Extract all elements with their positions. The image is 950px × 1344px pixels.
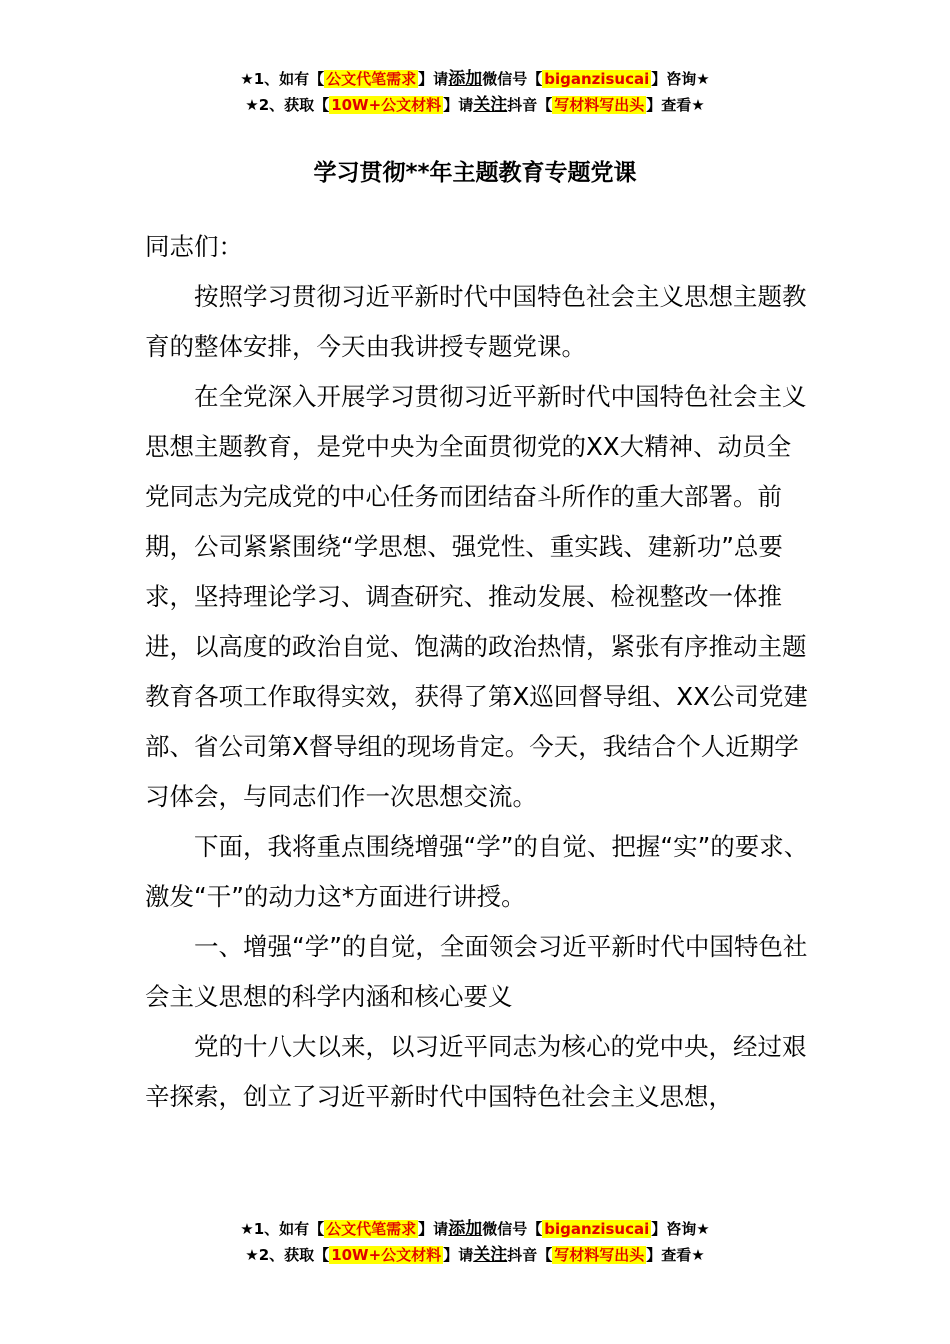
document-body <box>145 222 810 1122</box>
banner-line-1 <box>0 66 950 92</box>
banner-highlight: 公文代笔需求 <box>326 1220 417 1238</box>
banner-highlight: 10W+公文材料 <box>331 1246 442 1264</box>
paragraph: 党的十八大以来，以习近平同志为核心的党中央，经过艰辛探索，创立了习近平新时代中国特色社会主义思想， <box>145 1032 807 1111</box>
header-banner <box>0 66 950 118</box>
section-heading: 一、增强“学”的自觉，全面领会习近平新时代中国特色社会主义思想的科学内涵和核心要义 <box>145 932 808 1011</box>
banner-highlight: biganzisucai <box>544 1220 650 1238</box>
banner-highlight: 公文代笔需求 <box>326 70 417 88</box>
banner-highlight: 写材料写出头 <box>554 1246 645 1264</box>
banner-text: 】咨询★ <box>651 1220 710 1238</box>
banner-text: 微信号【 <box>482 70 543 88</box>
banner-highlight: biganzisucai <box>544 70 650 88</box>
salutation: 同志们： <box>145 232 243 261</box>
banner-text: 】请 <box>418 70 449 88</box>
banner-emphasis: 添加 <box>448 69 483 89</box>
banner-line-2 <box>0 1242 950 1268</box>
banner-highlight: 10W+公文材料 <box>331 96 442 114</box>
paragraph: 按照学习贯彻习近平新时代中国特色社会主义思想主题教育的整体安排，今天由我讲授专题党课。 <box>145 282 807 361</box>
paragraph: 下面，我将重点围绕增强“学”的自觉、把握“实”的要求、激发“干”的动力这*方面进行讲授。 <box>145 832 809 911</box>
banner-text: ★2、获取【 <box>245 96 330 114</box>
banner-text: 】查看★ <box>646 1246 705 1264</box>
banner-text: 】请 <box>443 1246 474 1264</box>
banner-emphasis: 关注 <box>473 1245 508 1265</box>
banner-text: 】咨询★ <box>651 70 710 88</box>
banner-text: ★1、如有【 <box>240 1220 325 1238</box>
footer-banner <box>0 1216 950 1268</box>
paragraph: 在全党深入开展学习贯彻习近平新时代中国特色社会主义思想主题教育，是党中央为全面贯彻党的XX大精神、动员全党同志为完成党的中心任务而团结奋斗所作的重大部署。前期，公司紧紧围绕“学思想、强党性、重实践、建新功”总要求，坚持理论学习、调查研究、推动发展、检视整改一体推进，以高度的政治自觉、饱满的政治热情，紧张有序推动主题教育各项工作取得实效，获得了第X巡回督导组、XX公司党建部、省公司第X督导组的现场肯定。今天，我结合个人近期学习体会，与同志们作一次思想交流。 <box>145 382 808 811</box>
banner-text: ★2、获取【 <box>245 1246 330 1264</box>
banner-highlight: 写材料写出头 <box>554 96 645 114</box>
banner-line-2 <box>0 92 950 118</box>
banner-text: 抖音【 <box>507 96 553 114</box>
document-title: 学习贯彻**年主题教育专题党课 <box>313 160 637 186</box>
banner-text: 】请 <box>418 1220 449 1238</box>
banner-emphasis: 添加 <box>448 1219 483 1239</box>
banner-text: 微信号【 <box>482 1220 543 1238</box>
banner-text: 】查看★ <box>646 96 705 114</box>
banner-text: 】请 <box>443 96 474 114</box>
banner-emphasis: 关注 <box>473 95 508 115</box>
banner-line-1 <box>0 1216 950 1242</box>
banner-text: ★1、如有【 <box>240 70 325 88</box>
banner-text: 抖音【 <box>507 1246 553 1264</box>
